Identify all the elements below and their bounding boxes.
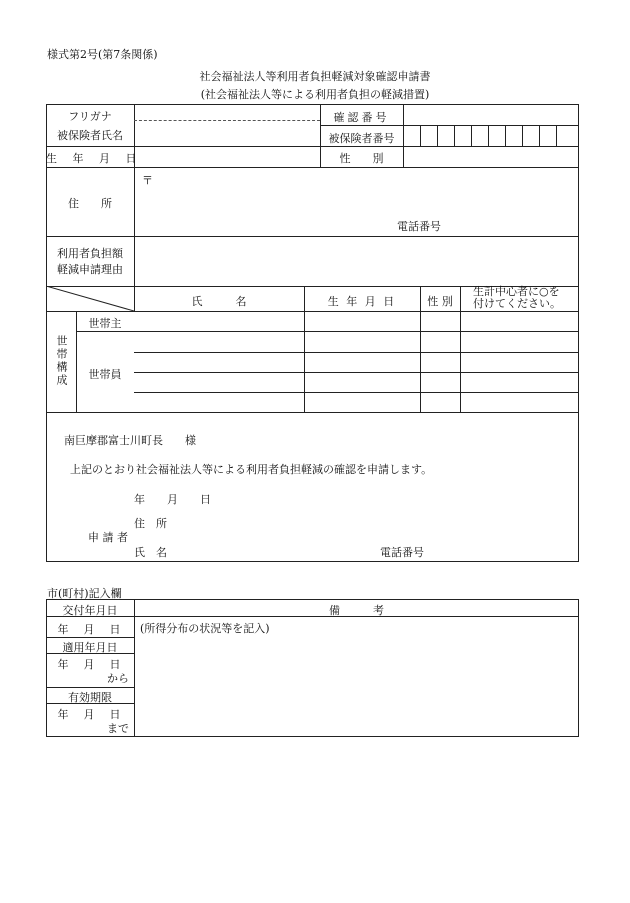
applicant-address-label: 住 所 — [134, 517, 167, 530]
insured-name-label: 被保険者氏名 — [57, 129, 123, 142]
household-member-label: 世帯員 — [88, 368, 122, 381]
reason-label-1: 利用者負担額 — [57, 247, 123, 260]
apply-date-label: 適用年月日 — [62, 641, 118, 654]
diagonal-corner — [46, 286, 134, 311]
address-phone-field[interactable] — [450, 214, 570, 234]
applicant-name-field[interactable] — [175, 541, 365, 559]
household-head-label: 世帯主 — [88, 317, 122, 330]
municipal-section-title: 市(町村)記入欄 — [47, 587, 122, 600]
head-name-field[interactable] — [135, 312, 303, 331]
head-birth-field[interactable] — [305, 312, 419, 331]
col-breadwinner-line2: 付けてください。 — [473, 297, 561, 310]
confirm-no-field[interactable] — [404, 105, 578, 125]
postal-code-field[interactable] — [156, 170, 456, 188]
applicant-phone-label: 電話番号 — [380, 546, 424, 559]
reason-field[interactable] — [135, 237, 578, 285]
apply-date-value: 年 月 日 — [57, 658, 123, 671]
applicant-name-label: 氏 名 — [134, 546, 167, 559]
sex-label: 性 別 — [339, 152, 384, 165]
issue-date-value: 年 月 日 — [57, 623, 123, 636]
remarks-field[interactable] — [135, 636, 578, 736]
address-label: 住 所 — [68, 197, 112, 210]
member-row-3[interactable] — [135, 373, 303, 392]
applicant-address-field[interactable] — [175, 512, 475, 530]
form-subtitle: (社会福祉法人等による利用者負担の軽減措置) — [200, 88, 430, 101]
head-sex-field[interactable] — [421, 312, 459, 331]
valid-until-label: 有効期限 — [68, 691, 112, 704]
reason-label-2: 軽減申請理由 — [57, 263, 123, 276]
birth-date-label: 生 年 月 日 — [46, 152, 143, 165]
addressee: 南巨摩郡富士川町長 様 — [64, 434, 196, 447]
confirm-no-label: 確認番号 — [333, 111, 390, 124]
col-birth-header: 生 年 月 日 — [327, 295, 397, 308]
form-number: 様式第2号(第7条関係) — [47, 48, 158, 61]
applicant-label: 申 請 者 — [88, 531, 128, 544]
furigana-field[interactable] — [135, 105, 319, 120]
applicant-phone-field[interactable] — [430, 541, 570, 559]
valid-until-value: 年 月 日 — [57, 708, 123, 721]
col-sex-header: 性 別 — [427, 295, 453, 308]
insured-no-label: 被保険者番号 — [328, 132, 395, 145]
member-row-2[interactable] — [135, 353, 303, 372]
sex-field[interactable] — [404, 147, 578, 167]
application-date: 年 月 日 — [134, 493, 211, 506]
apply-from-label: から — [107, 672, 129, 685]
head-breadwinner-field[interactable] — [461, 312, 578, 331]
birth-date-field[interactable] — [135, 147, 319, 167]
household-section-label: 世帯構成 — [55, 335, 68, 387]
furigana-label: フリガナ — [68, 110, 112, 123]
application-statement: 上記のとおり社会福祉法人等による利用者負担軽減の確認を申請します。 — [70, 463, 433, 476]
col-name-header: 氏 名 — [191, 295, 247, 308]
remarks-header: 備 考 — [329, 604, 384, 617]
remarks-note: (所得分布の状況等を記入) — [140, 622, 270, 635]
member-row-1[interactable] — [135, 332, 303, 352]
insured-name-field[interactable] — [135, 122, 319, 145]
issue-date-label: 交付年月日 — [62, 604, 118, 617]
insured-no-field[interactable] — [404, 126, 578, 146]
col-breadwinner-line1: 生計中心者に○を — [473, 285, 560, 298]
form-title: 社会福祉法人等利用者負担軽減対象確認申請書 — [199, 70, 431, 83]
address-phone-label: 電話番号 — [397, 220, 441, 233]
address-field[interactable] — [140, 190, 570, 212]
member-row-4[interactable] — [135, 393, 303, 412]
col-breadwinner-header — [473, 286, 561, 310]
valid-until-suffix: まで — [107, 722, 129, 735]
postal-mark: 〒 — [142, 174, 153, 187]
